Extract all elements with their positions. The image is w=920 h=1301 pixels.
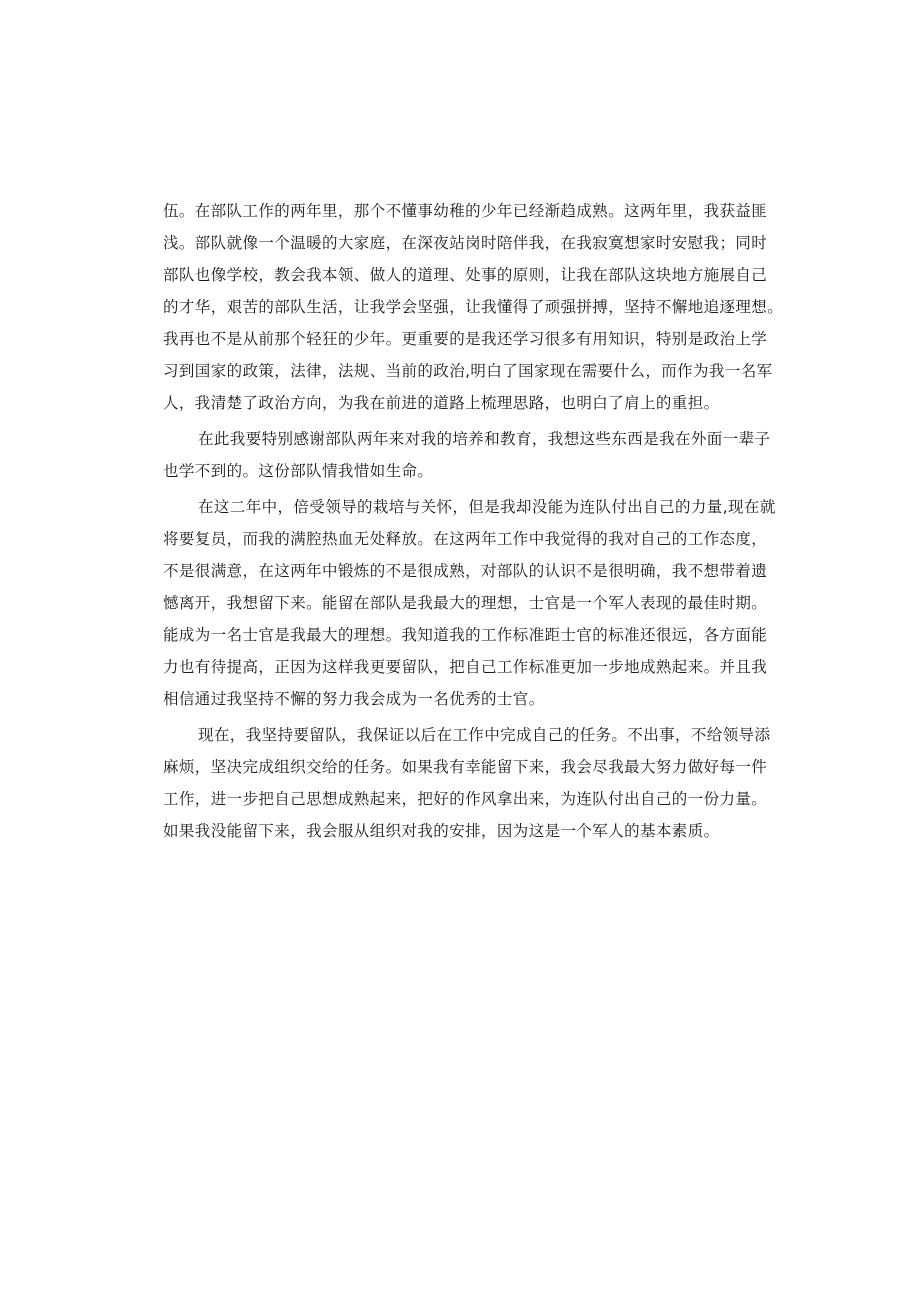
text-line: 部队也像学校，教会我本领、做人的道理、处事的原则，让我在部队这块地方施展自己	[163, 266, 768, 284]
text-line: 的才华，艰苦的部队生活，让我学会坚强，让我懂得了顽强拼搏，坚持不懈地追逐理想。	[163, 298, 784, 316]
text-line: 我再也不是从前那个轻狂的少年。更重要的是我还学习很多有用知识，特别是政治上学	[163, 330, 768, 348]
text-line: 将要复员，而我的满腔热血无处释放。在这两年工作中我觉得的我对自己的工作态度，	[163, 530, 768, 548]
paragraph-4	[163, 719, 783, 847]
text-line: 伍。在部队工作的两年里，那个不懂事幼稚的少年已经渐趋成熟。这两年里，我获益匪	[163, 202, 768, 220]
text-line: 如果我没能留下来，我会服从组织对我的安排，因为这是一个军人的基本素质。	[163, 822, 720, 840]
text-line: 憾离开，我想留下来。能留在部队是我最大的理想，士官是一个军人表现的最佳时期。	[163, 594, 768, 612]
paragraph-1	[163, 195, 783, 419]
paragraph-2	[163, 423, 783, 487]
text-line: 在此我要特别感谢部队两年来对我的培养和教育，我想这些东西是我在外面一辈子	[198, 430, 771, 448]
text-line: 力也有待提高，正因为这样我更要留队，把自己工作标准更加一步地成熟起来。并且我	[163, 658, 768, 676]
text-line: 能成为一名士官是我最大的理想。我知道我的工作标准距士官的标准还很远，各方面能	[163, 626, 768, 644]
text-line: 在这二年中，倍受领导的栽培与关怀，但是我却没能为连队付出自己的力量,现在就	[198, 498, 776, 516]
text-line: 不是很满意，在这两年中锻炼的不是很成熟，对部队的认识不是很明确，我不想带着遗	[163, 562, 768, 580]
text-line: 现在，我坚持要留队，我保证以后在工作中完成自己的任务。不出事，不给领导添	[198, 726, 771, 744]
paragraph-3	[163, 491, 783, 715]
text-line: 人，我清楚了政治方向，为我在前进的道路上梳理思路，也明白了肩上的重担。	[163, 394, 720, 412]
document-body	[163, 195, 783, 847]
text-line: 习到国家的政策，法律，法规、当前的政治,明白了国家现在需要什么，而作为我一名军	[163, 362, 773, 380]
text-line: 工作，进一步把自己思想成熟起来，把好的作风拿出来，为连队付出自己的一份力量。	[163, 790, 768, 808]
text-line: 也学不到的。这份部队情我惜如生命。	[163, 462, 434, 480]
text-line: 相信通过我坚持不懈的努力我会成为一名优秀的士官。	[163, 690, 545, 708]
text-line: 麻烦，坚决完成组织交给的任务。如果我有幸能留下来，我会尽我最大努力做好每一件	[163, 758, 768, 776]
text-line: 浅。部队就像一个温暖的大家庭，在深夜站岗时陪伴我，在我寂寞想家时安慰我；同时	[163, 234, 768, 252]
